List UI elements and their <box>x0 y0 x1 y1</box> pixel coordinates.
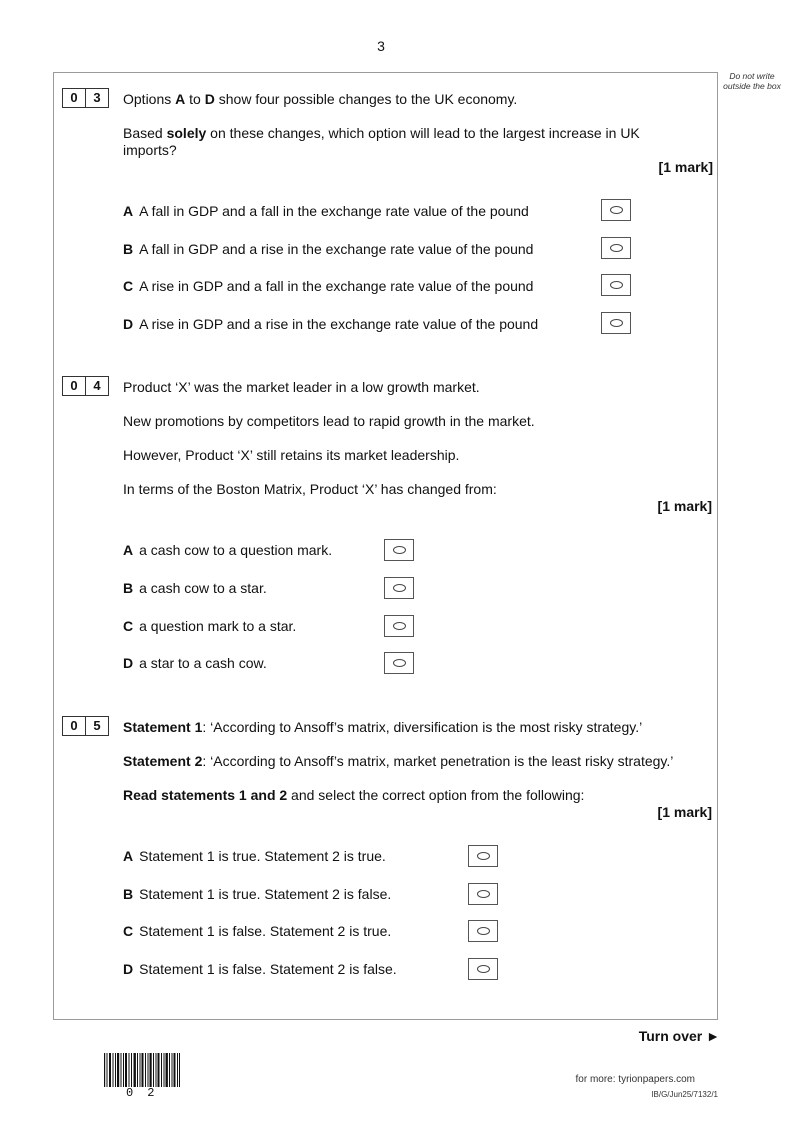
question-05-option-b: B Statement 1 is true. Statement 2 is false. <box>123 886 392 902</box>
question-number-digit: 4 <box>85 377 108 395</box>
question-05-marks: [1 mark] <box>657 804 712 820</box>
question-04-line-2: New promotions by competitors lead to rapid growth in the market. <box>123 413 535 429</box>
question-03-prompt-line-1: Based solely on these changes, which option will lead to the largest increase in UK <box>123 125 640 141</box>
question-05-instruction: Read statements 1 and 2 and select the correct option from the following: <box>123 787 585 803</box>
question-03-option-c: C A rise in GDP and a fall in the exchange rate value of the pound <box>123 278 534 294</box>
answer-oval-icon <box>477 852 490 860</box>
question-03-option-d: D A rise in GDP and a rise in the exchange rate value of the pound <box>123 316 539 332</box>
question-04-line-3: However, Product ‘X’ still retains its market leadership. <box>123 447 460 463</box>
question-03-prompt-line-2: imports? <box>123 142 177 158</box>
question-05-option-d-answer-box[interactable] <box>468 958 498 980</box>
question-03-option-b-answer-box[interactable] <box>601 237 631 259</box>
question-05-option-a-answer-box[interactable] <box>468 845 498 867</box>
question-03-option-a: A A fall in GDP and a fall in the exchange rate value of the pound <box>123 203 529 219</box>
answer-oval-icon <box>393 622 406 630</box>
answer-oval-icon <box>393 584 406 592</box>
footer-source: for more: tyrionpapers.com <box>575 1074 695 1085</box>
question-03-stem: Options A to D show four possible changes to the UK economy. <box>123 91 518 107</box>
question-number-digit: 0 <box>70 90 78 105</box>
question-04-line-1: Product ‘X’ was the market leader in a low growth market. <box>123 379 480 395</box>
question-03-option-c-answer-box[interactable] <box>601 274 631 296</box>
answer-oval-icon <box>610 319 623 327</box>
question-04-line-4: In terms of the Boston Matrix, Product ‘X’ has changed from: <box>123 481 497 497</box>
barcode-icon <box>104 1053 180 1087</box>
answer-oval-icon <box>610 206 623 214</box>
question-04-option-b: B a cash cow to a star. <box>123 580 267 596</box>
question-04-option-a-answer-box[interactable] <box>384 539 414 561</box>
question-03-option-a-answer-box[interactable] <box>601 199 631 221</box>
question-04-option-d-answer-box[interactable] <box>384 652 414 674</box>
answer-oval-icon <box>393 659 406 667</box>
answer-oval-icon <box>477 927 490 935</box>
question-number-05 <box>62 716 109 736</box>
question-04-option-a: A a cash cow to a question mark. <box>123 542 333 558</box>
question-number-digit: 0 <box>70 718 78 733</box>
statement-2: Statement 2: ‘According to Ansoff’s matrix, market penetration is the least risky strategy.’ <box>123 753 674 769</box>
margin-note: Do not write outside the box <box>723 71 781 91</box>
question-03-option-b: B A fall in GDP and a rise in the exchange rate value of the pound <box>123 241 534 257</box>
answer-oval-icon <box>477 890 490 898</box>
question-05-option-b-answer-box[interactable] <box>468 883 498 905</box>
question-number-03 <box>62 88 109 108</box>
question-number-digit: 5 <box>85 717 108 735</box>
paper-code: IB/G/Jun25/7132/1 <box>651 1090 718 1099</box>
question-number-digit: 3 <box>85 89 108 107</box>
question-05-option-a: A Statement 1 is true. Statement 2 is true. <box>123 848 386 864</box>
answer-oval-icon <box>477 965 490 973</box>
question-number-digit: 0 <box>70 378 78 393</box>
question-04-option-c: C a question mark to a star. <box>123 618 297 634</box>
turn-over-label: Turn over ► <box>638 1028 720 1044</box>
question-05-option-d: D Statement 1 is false. Statement 2 is false. <box>123 961 397 977</box>
question-04-marks: [1 mark] <box>657 498 712 514</box>
question-03-marks: [1 mark] <box>658 159 713 175</box>
page-number: 3 <box>377 38 385 54</box>
question-05-option-c: C Statement 1 is false. Statement 2 is true. <box>123 923 392 939</box>
question-05-option-c-answer-box[interactable] <box>468 920 498 942</box>
question-04-option-d: D a star to a cash cow. <box>123 655 267 671</box>
question-number-04 <box>62 376 109 396</box>
answer-oval-icon <box>610 244 623 252</box>
answer-oval-icon <box>610 281 623 289</box>
question-04-option-b-answer-box[interactable] <box>384 577 414 599</box>
answer-oval-icon <box>393 546 406 554</box>
question-03-option-d-answer-box[interactable] <box>601 312 631 334</box>
statement-1: Statement 1: ‘According to Ansoff’s matrix, diversification is the most risky strategy.’ <box>123 719 643 735</box>
question-04-option-c-answer-box[interactable] <box>384 615 414 637</box>
barcode-number: 02 <box>126 1086 169 1100</box>
